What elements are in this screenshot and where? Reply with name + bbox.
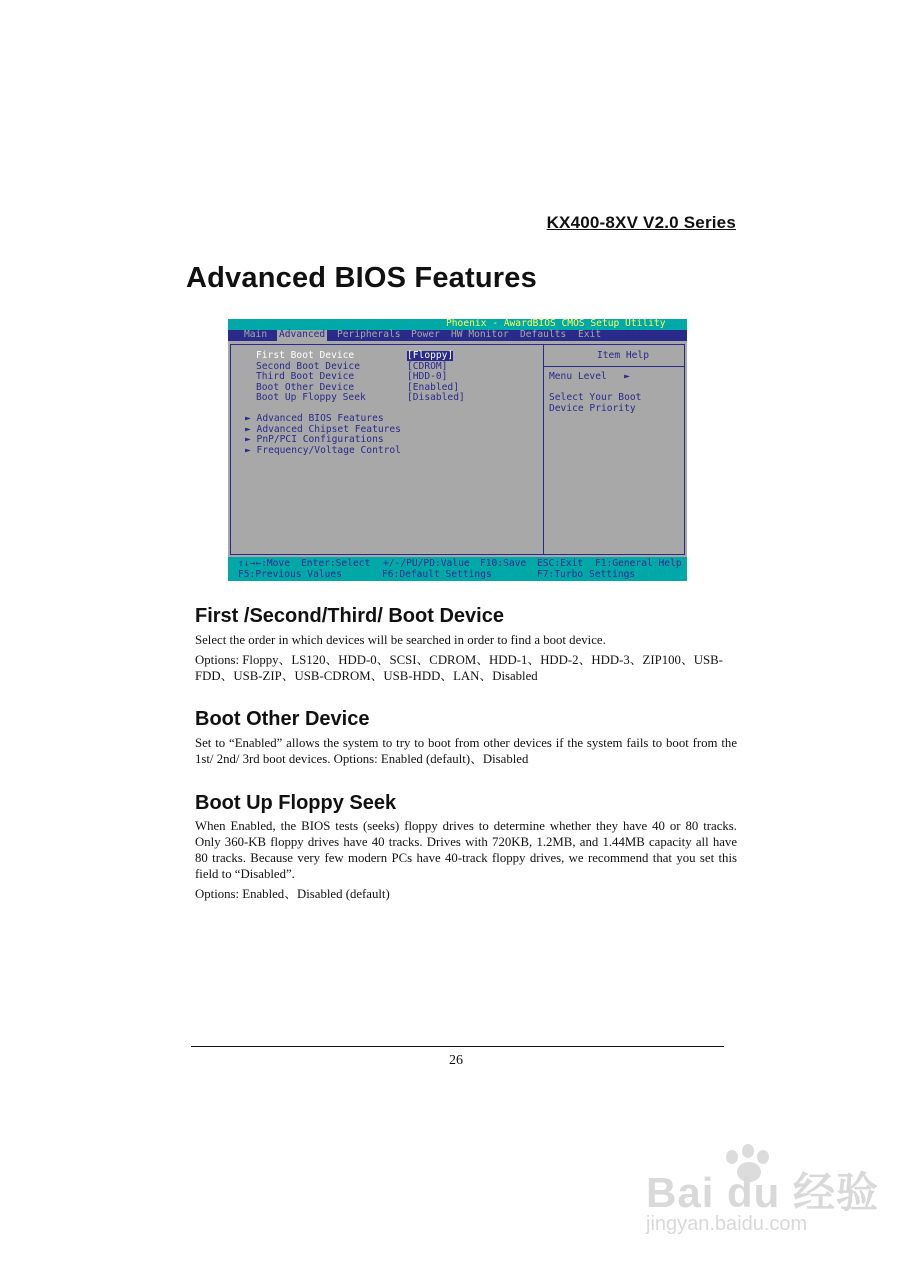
setting-floppy-seek-label[interactable]: Boot Up Floppy Seek	[256, 392, 366, 403]
help-heading: Item Help	[597, 350, 649, 361]
watermark-brand: Bai du 经验	[646, 1169, 880, 1216]
bios-menu-peripherals[interactable]: Peripherals	[337, 329, 401, 340]
setting-floppy-seek-value[interactable]: [Disabled]	[407, 392, 465, 403]
boot-other-description: Set to “Enabled” allows the system to try to boot from other devices if the system fails to boot from the 1st/ 2nd/ 3rd boot devices. Options: Enabled (default)、Disabled	[195, 736, 737, 766]
series-header: KX400-8XV V2.0 Series	[546, 213, 736, 232]
bios-panel	[230, 344, 685, 555]
key-value: +/-/PU/PD:Value	[383, 558, 470, 569]
bios-utility-title: Phoenix - AwardBIOS CMOS Setup Utility	[446, 319, 666, 329]
setting-boot-other-label[interactable]: Boot Other Device	[256, 381, 355, 393]
setting-boot-other-value[interactable]: [Enabled]	[407, 381, 459, 393]
help-heading-rule	[544, 366, 685, 367]
bios-menu-main[interactable]: Main	[244, 329, 268, 340]
floppy-seek-options: Options: Enabled、Disabled (default)	[195, 887, 390, 901]
submenu-pnp-pci[interactable]: ► PnP/PCI Configurations	[245, 434, 384, 445]
help-menu-level: Menu Level ►	[549, 371, 630, 382]
bios-menu-advanced[interactable]: Advanced	[279, 329, 326, 340]
bios-panel-divider	[543, 345, 544, 554]
key-move: ↑↓→←:Move	[238, 558, 290, 569]
setting-third-boot-label[interactable]: Third Boot Device	[256, 371, 355, 382]
key-default-settings: F6:Default Settings	[382, 568, 492, 580]
bios-menu-hw-monitor[interactable]: HW Monitor	[451, 329, 509, 340]
bios-menu-exit[interactable]: Exit	[578, 329, 602, 340]
section-title-boot-other: Boot Other Device	[195, 708, 370, 730]
key-select: Enter:Select	[301, 558, 371, 569]
boot-device-description: Select the order in which devices will be searched in order to find a boot device.	[195, 633, 606, 647]
key-turbo-settings: F7:Turbo Settings	[537, 568, 636, 580]
floppy-seek-description: When Enabled, the BIOS tests (seeks) floppy drives to determine whether they have 40 or 80 tracks. Only 360-KB floppy drives have 40 tracks. Drives with 720KB, 1.2MB, and 1.44MB capacity all have 80 tracks. Because very few modern PCs have 40-track floppy drives, we recommend that you set this field to “Disabled”.	[195, 819, 737, 881]
setting-first-boot-label[interactable]: First Boot Device	[256, 350, 355, 361]
setting-third-boot-value[interactable]: [HDD-0]	[407, 371, 448, 382]
help-line-1: Select Your Boot	[549, 392, 642, 403]
bios-menu-power[interactable]: Power	[411, 329, 440, 340]
footer-rule	[191, 1046, 724, 1047]
watermark-url: jingyan.baidu.com	[646, 1213, 808, 1235]
section-title-boot-device: First /Second/Third/ Boot Device	[195, 605, 504, 627]
help-line-2: Device Priority	[549, 402, 636, 414]
key-previous-values: F5:Previous Values	[238, 568, 342, 580]
page-number: 26	[449, 1053, 463, 1068]
setting-first-boot-value[interactable]: [Floppy]	[407, 350, 454, 361]
submenu-advanced-bios[interactable]: ► Advanced BIOS Features	[245, 413, 384, 424]
bios-menu-defaults[interactable]: Defaults	[520, 329, 567, 340]
setting-second-boot-value[interactable]: [CDROM]	[407, 360, 448, 372]
submenu-advanced-chipset[interactable]: ► Advanced Chipset Features	[245, 423, 401, 435]
bios-screen	[228, 319, 687, 581]
key-general-help: F1:General Help	[595, 558, 682, 569]
submenu-frequency-voltage[interactable]: ► Frequency/Voltage Control	[245, 444, 401, 456]
setting-second-boot-label[interactable]: Second Boot Device	[256, 360, 360, 372]
bios-key-legend	[228, 557, 687, 581]
section-title-floppy-seek: Boot Up Floppy Seek	[195, 792, 397, 814]
boot-device-options: Options: Floppy、LS120、HDD-0、SCSI、CDROM、HDD-1、HDD-2、HDD-3、ZIP100、USB-FDD、USB-ZIP、USB-CDROM、USB-HDD、LAN、Disabled	[195, 653, 723, 683]
key-exit: ESC:Exit	[537, 558, 584, 569]
key-save: F10:Save	[480, 558, 527, 569]
bios-menu-bar	[228, 330, 687, 341]
page-title: Advanced BIOS Features	[186, 262, 537, 294]
